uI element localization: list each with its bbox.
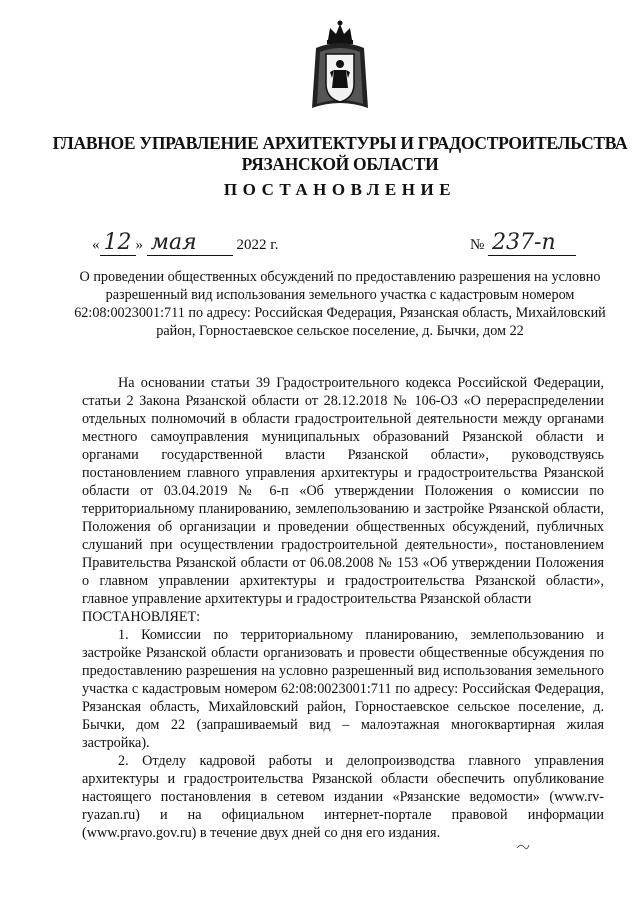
organization-name-line2: РЯЗАНСКОЙ ОБЛАСТИ <box>241 154 439 174</box>
date-year: 2022 г. <box>236 237 279 253</box>
number-handwritten: 237-п <box>488 230 576 256</box>
organization-name-line1: ГЛАВНОЕ УПРАВЛЕНИЕ АРХИТЕКТУРЫ И ГРАДОСТРОИТЕЛЬСТВА <box>52 133 628 153</box>
document-body <box>82 374 604 842</box>
document-type-title: ПОСТАНОВЛЕНИЕ <box>223 180 457 199</box>
number-prefix: № <box>470 237 485 253</box>
document-subject: О проведении общественных обсуждений по предоставлению разрешения на условно разрешенный вид использования земельного участка с кадастровым номером 62:08:0023001:711 по адресу: Российская Федерация, Рязанская область, Михайловский район, Горностаевское сельское поселение, д. Бычки, дом 22 <box>74 269 606 339</box>
document-number <box>470 230 576 256</box>
item-1-paragraph: 1. Комиссии по территориальному планированию, землепользованию и застройке Рязанской области организовать и провести общественные обсуждения по предоставлению разрешения на условно разрешенный вид использования земельного участка с кадастровым номером 62:08:0023001:711 по адресу: Российская Федерация, Рязанская область, Михайловский район, Горностаевское сельское поселение, д. Бычки, дом 22 (запрашиваемый вид – малоэтажная многоквартирная жилая застройка). <box>82 627 604 751</box>
date-day-handwritten: 12 <box>100 230 136 256</box>
date-month-handwritten: мая <box>147 230 233 256</box>
resolves-heading: ПОСТАНОВЛЯЕТ: <box>82 609 201 625</box>
preamble-paragraph: На основании статьи 39 Градостроительного кодекса Российской Федерации, статьи 2 Закона Рязанской области от 28.12.2018 № 106-ОЗ «О перераспределении отдельных полномочий в области градостроительной деятельности между органами местного самоуправления муниципальных образований Рязанской области и органами государственной власти Рязанской области», руководствуясь постановлением главного управления архитектуры и градостроительства Рязанской области от 03.04.2019 № 6-п «Об утверждении Положения о комиссии по территориальному планированию, землепользованию и застройке Рязанской области, Положения об организации и проведении общественных обсуждений, публичных слушаний при осуществлении градостроительной деятельности», постановлением Правительства Рязанской области от 06.08.2008 № 153 «Об утверждении Положения о главном управлении архитектуры и градостроительства Рязанской области», главное управление архитектуры и градостроительства Рязанской области <box>82 375 604 607</box>
document-date <box>92 230 278 256</box>
scan-mark <box>516 842 530 853</box>
date-close-quote: » <box>135 237 143 253</box>
item-2-paragraph: 2. Отделу кадровой работы и делопроизводства главного управления архитектуры и градостроительства Рязанской области обеспечить опубликование настоящего постановления в сетевом издании «Рязанские ведомости» (www.rv-ryazan.ru) и на официальном интернет-портале правовой информации (www.pravo.gov.ru) в течение двух дней со дня его издания. <box>82 753 604 841</box>
coat-of-arms-emblem <box>308 18 372 114</box>
date-open-quote: « <box>92 237 100 253</box>
